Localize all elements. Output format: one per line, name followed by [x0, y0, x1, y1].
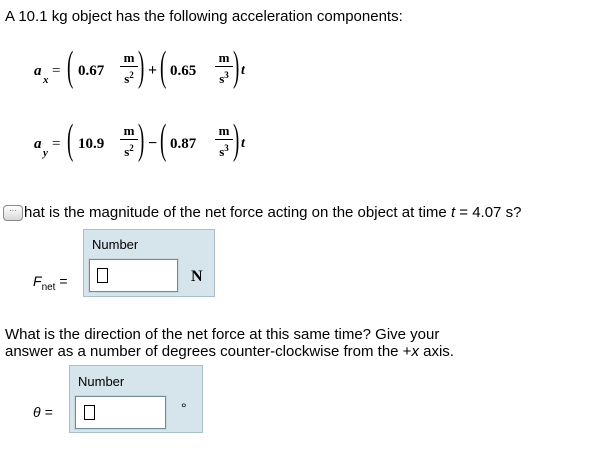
ay-unit2-num: m: [215, 123, 233, 140]
ay-tvar: t: [241, 136, 245, 151]
question1-text-a: hat is the magnitude of the net force acting on the object at time: [24, 204, 451, 221]
force-label: [33, 273, 68, 293]
force-label-main: F: [33, 273, 42, 289]
ay-unit2-den-base: s: [219, 144, 225, 159]
question2-line2-a: answer as a number of degrees counter-clockwise from the +: [5, 343, 412, 360]
question1-text-b: = 4.07 s?: [455, 204, 522, 221]
force-panel-title: Number: [92, 237, 139, 252]
ax-paren-open-1: (: [67, 44, 74, 90]
ay-symbol: a: [34, 136, 42, 152]
ax-unit1-exp: 2: [129, 70, 134, 80]
ax-paren-close-2: ): [233, 44, 240, 90]
ax-unit1-den-base: s: [124, 71, 130, 86]
ay-equation: [30, 119, 270, 179]
ay-unit2: [215, 123, 233, 160]
ax-equation: [30, 46, 270, 106]
ax-paren-close-1: ): [138, 44, 145, 90]
ax-symbol: a: [34, 63, 42, 79]
ax-paren-open-2: (: [160, 44, 167, 90]
ay-unit1-den-base: s: [124, 144, 130, 159]
ax-unit1-num: m: [120, 50, 138, 67]
ax-coef2: 0.65: [170, 63, 197, 79]
ay-unit1-exp: 2: [129, 143, 134, 153]
ax-unit2-den-base: s: [219, 71, 225, 86]
force-unit: N: [191, 268, 203, 285]
force-input[interactable]: [89, 259, 178, 292]
direction-unit: °: [181, 400, 187, 416]
question1-text: [24, 204, 521, 221]
question2-line2-b: axis.: [418, 343, 454, 360]
ax-equals: =: [52, 63, 61, 79]
direction-panel-title: Number: [78, 374, 125, 389]
force-label-sub: net: [41, 281, 56, 293]
direction-input-cursor: [84, 405, 95, 420]
ay-coef2: 0.87: [170, 136, 197, 152]
question1-tvar: t: [450, 204, 456, 221]
question2-line1: What is the direction of the net force at this same time? Give your: [5, 326, 440, 343]
ay-paren-close-2: ): [233, 117, 240, 163]
ay-subscript: y: [43, 147, 48, 159]
ax-coef1: 0.67: [78, 63, 105, 79]
ay-paren-close-1: ): [138, 117, 145, 163]
ax-unit1-den: [120, 67, 138, 87]
force-answer-panel: [83, 229, 215, 297]
ay-unit1-den: [120, 140, 138, 160]
ay-paren-open-1: (: [67, 117, 74, 163]
ay-unit1-num: m: [120, 123, 138, 140]
ax-operator: +: [148, 62, 158, 79]
ay-unit2-exp: 3: [224, 143, 229, 153]
question2-line2: [5, 343, 454, 360]
ax-unit1: [120, 50, 138, 87]
ax-unit2: [215, 50, 233, 87]
question2-line2-var: x: [411, 343, 419, 360]
ax-unit2-num: m: [215, 50, 233, 67]
question2-text: [5, 326, 454, 360]
force-input-cursor: [97, 268, 108, 283]
ay-equals: =: [52, 136, 61, 152]
ax-subscript: x: [43, 74, 49, 86]
ax-unit2-den: [215, 67, 233, 87]
hint-speech-bubble-icon[interactable]: ···: [3, 205, 23, 221]
theta-label: θ =: [33, 404, 53, 420]
ay-coef1: 10.9: [78, 136, 105, 152]
direction-answer-panel: [69, 365, 203, 433]
force-label-eq: =: [55, 273, 68, 289]
ay-paren-open-2: (: [160, 117, 167, 163]
ay-unit1: [120, 123, 138, 160]
problem-intro: A 10.1 kg object has the following acceleration components:: [5, 8, 403, 25]
ay-unit2-den: [215, 140, 233, 160]
ay-operator: −: [148, 135, 158, 152]
ax-unit2-exp: 3: [224, 70, 229, 80]
ax-tvar: t: [241, 63, 245, 78]
direction-input[interactable]: [75, 396, 166, 429]
